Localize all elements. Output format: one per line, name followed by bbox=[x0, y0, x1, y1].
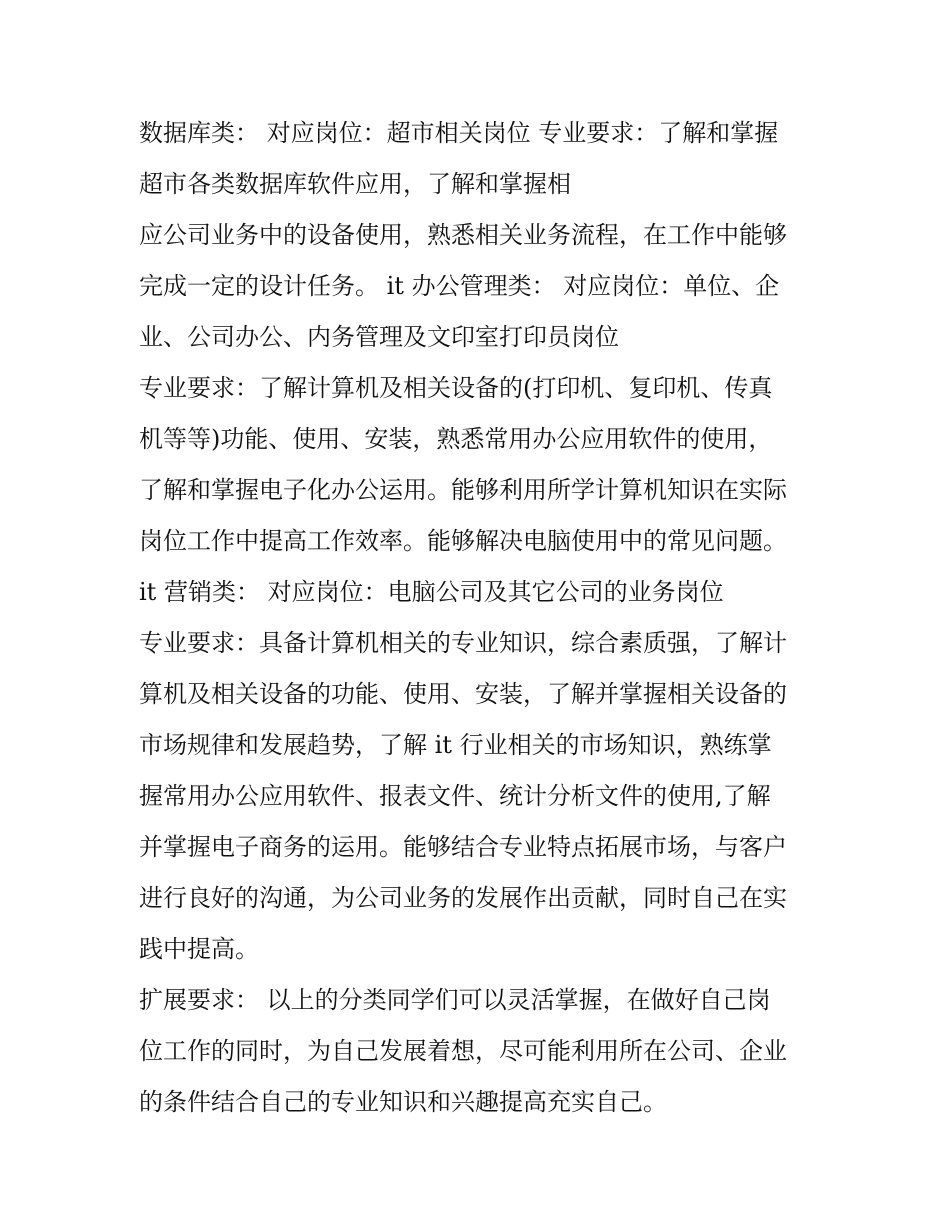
text-line: 完成一定的设计任务。 it 办公管理类： 对应岗位：单位、企 bbox=[139, 272, 780, 300]
text-line: 机等等)功能、使用、安装，熟悉常用办公应用软件的使用， bbox=[139, 425, 773, 453]
text-line: 位工作的同时，为自己发展着想，尽可能利用所在公司、企业 bbox=[139, 1037, 787, 1065]
text-line: 岗位工作中提高工作效率。能够解决电脑使用中的常见问题。 bbox=[139, 527, 787, 555]
text-line: 超市各类数据库软件应用，了解和掌握相 bbox=[139, 170, 571, 198]
text-line: 业、公司办公、内务管理及文印室打印员岗位 bbox=[139, 323, 619, 351]
text-line: 专业要求：具备计算机相关的专业知识，综合素质强，了解计 bbox=[139, 629, 787, 657]
text-line: 践中提高。 bbox=[139, 935, 259, 963]
text-line: 的条件结合自己的专业知识和兴趣提高充实自己。 bbox=[139, 1088, 667, 1116]
text-line: 应公司业务中的设备使用，熟悉相关业务流程，在工作中能够 bbox=[139, 221, 787, 249]
text-line: it 营销类： 对应岗位：电脑公司及其它公司的业务岗位 bbox=[139, 578, 724, 606]
text-line: 算机及相关设备的功能、使用、安装，了解并掌握相关设备的 bbox=[139, 680, 787, 708]
text-line: 进行良好的沟通，为公司业务的发展作出贡献，同时自己在实 bbox=[139, 884, 787, 912]
document-body bbox=[139, 108, 819, 1128]
text-line: 握常用办公应用软件、报表文件、统计分析文件的使用,了解 bbox=[139, 782, 771, 810]
text-line: 了解和掌握电子化办公运用。能够利用所学计算机知识在实际 bbox=[139, 476, 787, 504]
text-line: 并掌握电子商务的运用。能够结合专业特点拓展市场，与客户 bbox=[139, 833, 787, 861]
text-line: 市场规律和发展趋势，了解 it 行业相关的市场知识，熟练掌 bbox=[139, 731, 772, 759]
text-line: 扩展要求： 以上的分类同学们可以灵活掌握，在做好自己岗 bbox=[139, 986, 771, 1014]
text-line: 数据库类： 对应岗位：超市相关岗位 专业要求：了解和掌握 bbox=[139, 119, 779, 147]
text-line: 专业要求：了解计算机及相关设备的(打印机、复印机、传真 bbox=[139, 374, 773, 402]
